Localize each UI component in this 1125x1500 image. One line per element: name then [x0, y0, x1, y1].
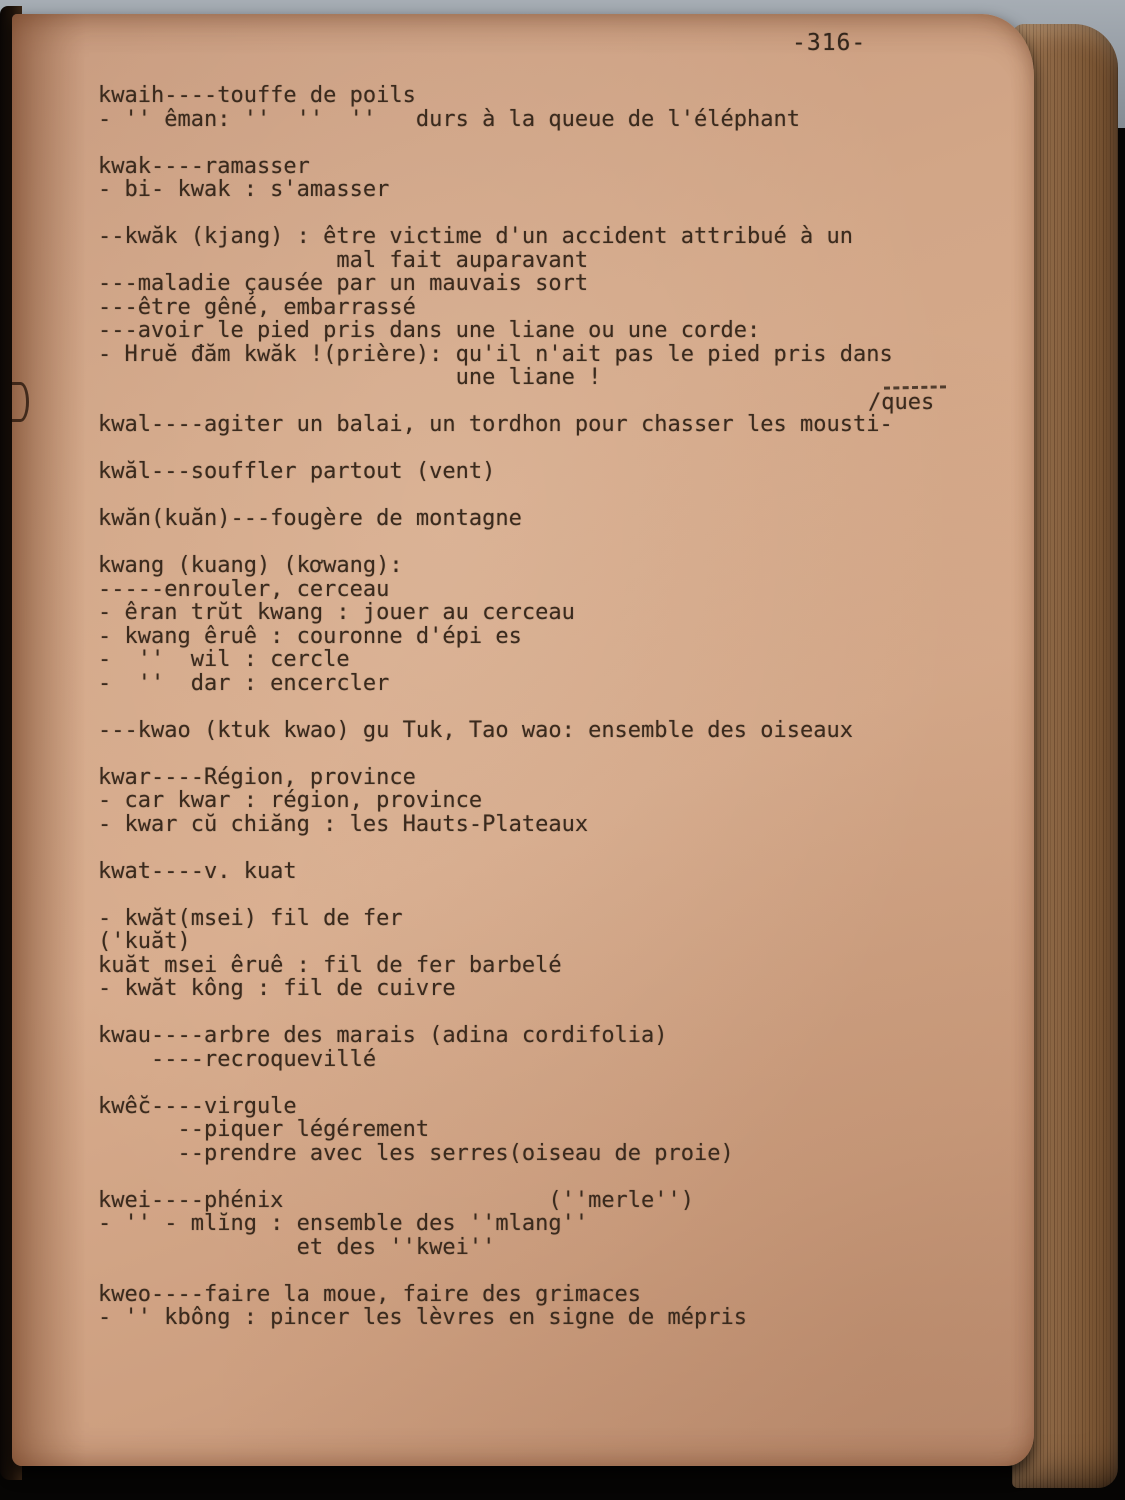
text-line: [98, 695, 893, 719]
text-line: - êran trŭt kwang : jouer au cerceau: [98, 600, 575, 625]
text-line: [98, 531, 893, 555]
book-page: [12, 14, 1034, 1466]
text-line: -----enrouler, cerceau: [98, 576, 390, 602]
text-line: [98, 1001, 893, 1025]
text-line: [98, 1071, 893, 1095]
text-line: kwal----agiter un balai, un tordhon pour chasser les mousti-: [98, 412, 893, 437]
insertion-note: [868, 386, 946, 415]
text-line: - Hruĕ đăm kwăk !(prière): qu'il n'ait pas le pied pris dans: [98, 341, 893, 367]
page-text: [98, 84, 893, 1330]
text-line: - kwang êruê : couronne d'épi es: [98, 623, 522, 649]
text-line: kwat----v. kuat: [98, 858, 297, 884]
text-line: --piquer légérement: [98, 1117, 430, 1142]
text-line: [98, 836, 893, 860]
text-line: [98, 1165, 893, 1189]
text-line: [98, 742, 893, 766]
text-line: --prendre avec les serres(oiseau de proie): [98, 1140, 734, 1166]
text-line: ---être gêné, embarrassé: [98, 294, 416, 320]
text-line: kwau----arbre des marais (adina cordifolia): [98, 1023, 668, 1048]
text-line: ---avoir le pied pris dans une liane ou une corde:: [98, 318, 761, 343]
text-line: kwei----phénix (''merle''): [98, 1187, 695, 1213]
page-number: -316-: [792, 30, 867, 56]
text-line: - kwăt kông : fil de cuivre: [98, 976, 456, 1001]
text-line: - car kwar : région, province: [98, 788, 483, 813]
text-line: - kwar cŭ chiăng : les Hauts-Plateaux: [98, 811, 589, 837]
text-line: kuăt msei êruê : fil de fer barbelé: [98, 952, 562, 978]
text-line: kwăl---souffler partout (vent): [98, 459, 496, 484]
text-line: [98, 202, 893, 226]
text-line: mal fait auparavant: [98, 247, 589, 273]
stitch-mark: [12, 382, 29, 422]
text-line: ----recroquevillé: [98, 1046, 377, 1072]
text-line: ---kwao (ktuk kwao) gu Tuk, Tao wao: ensemble des oiseaux: [98, 717, 853, 743]
text-line: ---maladie çausée par un mauvais sort: [98, 271, 589, 296]
text-line: --kwăk (kjang) : être victime d'un accident attribué à un: [98, 224, 853, 249]
text-line: [98, 484, 893, 508]
text-line: [98, 131, 893, 155]
text-line: - '' êman: '' '' '' durs à la queue de l'éléphant: [98, 106, 800, 132]
insertion-text: /ques: [868, 390, 935, 415]
text-line: [98, 1259, 893, 1283]
text-line: kwar----Région, province: [98, 764, 416, 790]
text-line: et des ''kwei'': [98, 1234, 496, 1260]
text-line: [98, 437, 893, 461]
text-line: kwak----ramasser: [98, 153, 310, 179]
text-line: [98, 883, 893, 907]
text-line: - kwăt(msei) fil de fer: [98, 905, 403, 931]
text-line: - bi- kwak : s'amasser: [98, 177, 390, 202]
text-line: kwê̆c----virgule: [98, 1093, 297, 1119]
text-line: - '' dar : encercler: [98, 670, 390, 696]
text-line: une liane !: [98, 365, 602, 390]
text-line: - '' kbông : pincer les lèvres en signe de mépris: [98, 1305, 748, 1330]
text-line: [98, 390, 893, 414]
text-line: kwaih----touffe de poils: [98, 83, 416, 108]
text-line: - '' - mlĭng : ensemble des ''mlang'': [98, 1211, 589, 1236]
text-line: - '' wil : cercle: [98, 647, 350, 672]
text-line: kwăn(kuăn)---fougère de montagne: [98, 506, 522, 531]
insertion-overline: [884, 385, 946, 389]
gutter-shadow: [12, 14, 86, 1466]
text-line: ('kuăt): [98, 929, 191, 954]
text-line: kwang (kuang) (kơwang):: [98, 553, 403, 578]
text-line: kweo----faire la moue, faire des grimaces: [98, 1281, 642, 1307]
